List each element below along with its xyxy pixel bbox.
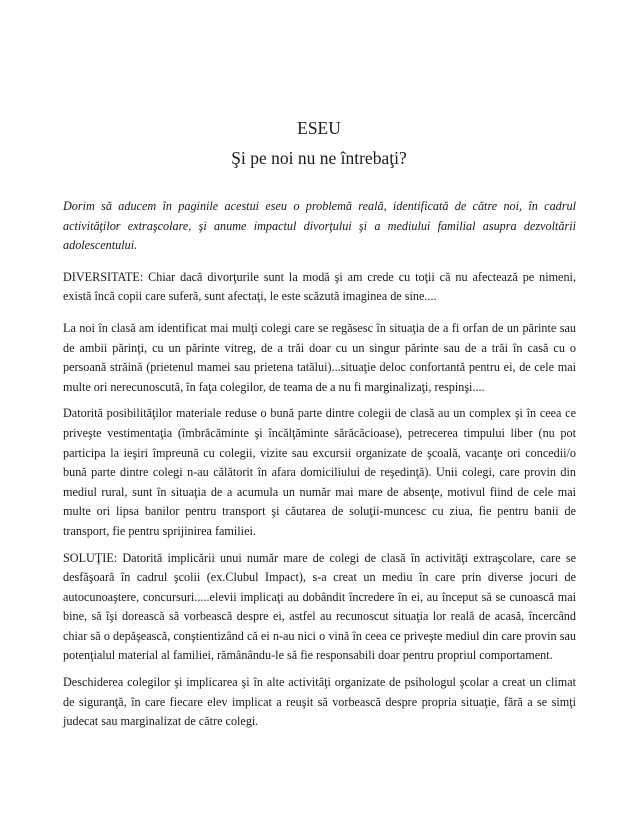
solution-paragraph: SOLUŢIE: Datorită implicării unui număr mare de colegi de clasă în activităţi extraşcolare, care se desfăşoară în cadrul şcolii (ex.Clubul Impact), s-a creat un mediu în care prin diverse jocuri de autocunoaştere, concursuri.....elevii implicaţi au dobândit încredere în ei, au început să se cunoască mai bine, să îşi dorească să vorbească despre ei, astfel au recunoscut situaţia lor reală de acasă, încercând chiar să o depăşească, conştientizând că ei n-au nici o vină în ceea ce priveşte mediul din care provin sau potenţialul material al familiei, rămânându-le să fie responsabili doar pentru propriul comportament. [63, 550, 576, 663]
document-title: ESEU [297, 118, 341, 138]
diversity-paragraph: DIVERSITATE: Chiar dacă divorţurile sunt la modă şi am crede cu toţii că nu afectează pe nimeni, există încă copii care suferă, sunt afectaţi, le este scăzută imaginea de sine.... [63, 269, 576, 304]
classmates-paragraph: La noi în clasă am identificat mai mulţi colegi care se regăsesc în situaţia de a fi orfan de un părinte sau de ambii părinţi, cu un părinte vitreg, de a trăi doar cu un singur părinte sau de a trăi în casă cu o persoană străină (prietenul mamei sau prietena tatălui)...situaţie deloc confortantă pentru ei, de cele mai multe ori nerecunoscută, în faţa colegilor, de teama de a nu fi marginalizaţi, respinşi.... [63, 320, 576, 394]
conclusion-paragraph: Deschiderea colegilor şi implicarea şi în alte activităţi organizate de psihologul şcolar a creat un climat de siguranţă, în care fiecare elev implicat a reuşit să vorbească despre propria situaţie, fără a se simţi judecat sau marginalizat de către colegi. [63, 675, 576, 729]
document-body [63, 197, 576, 739]
intro-paragraph: Dorim să aducem în paginile acestui eseu o problemă reală, identificată de către noi, în cadrul activităţilor extraşcolare, şi anume impactul divorţului şi a mediului familial asupra dezvoltării adolescentului. [63, 199, 576, 253]
document-subtitle: Şi pe noi nu ne întrebaţi? [231, 148, 407, 168]
material-situation-paragraph: Datorită posibilităţilor materiale reduse o bună parte dintre colegii de clasă au un complex şi în ceea ce priveşte vestimentaţia (îmbrăcăminte şi încălţăminte sărăcăcioase), petrecerea timpului liber (nu pot participa la ieşiri împreună cu colegii, vizite sau excursii organizate de şcoală, vacanţe ori concedii/o bună parte dintre colegi n-au călătorit în afara domiciliului de reşedinţă). Unii colegi, care provin din mediul rural, sunt în situaţia de a acumula un număr mai mare de absenţe, motivul fiind de cele mai multe ori lipsa banilor pentru transport şi căutarea de soluţii-muncesc cu ziua, fie pentru banii de transport, fie pentru sprijinirea familiei. [63, 406, 576, 538]
